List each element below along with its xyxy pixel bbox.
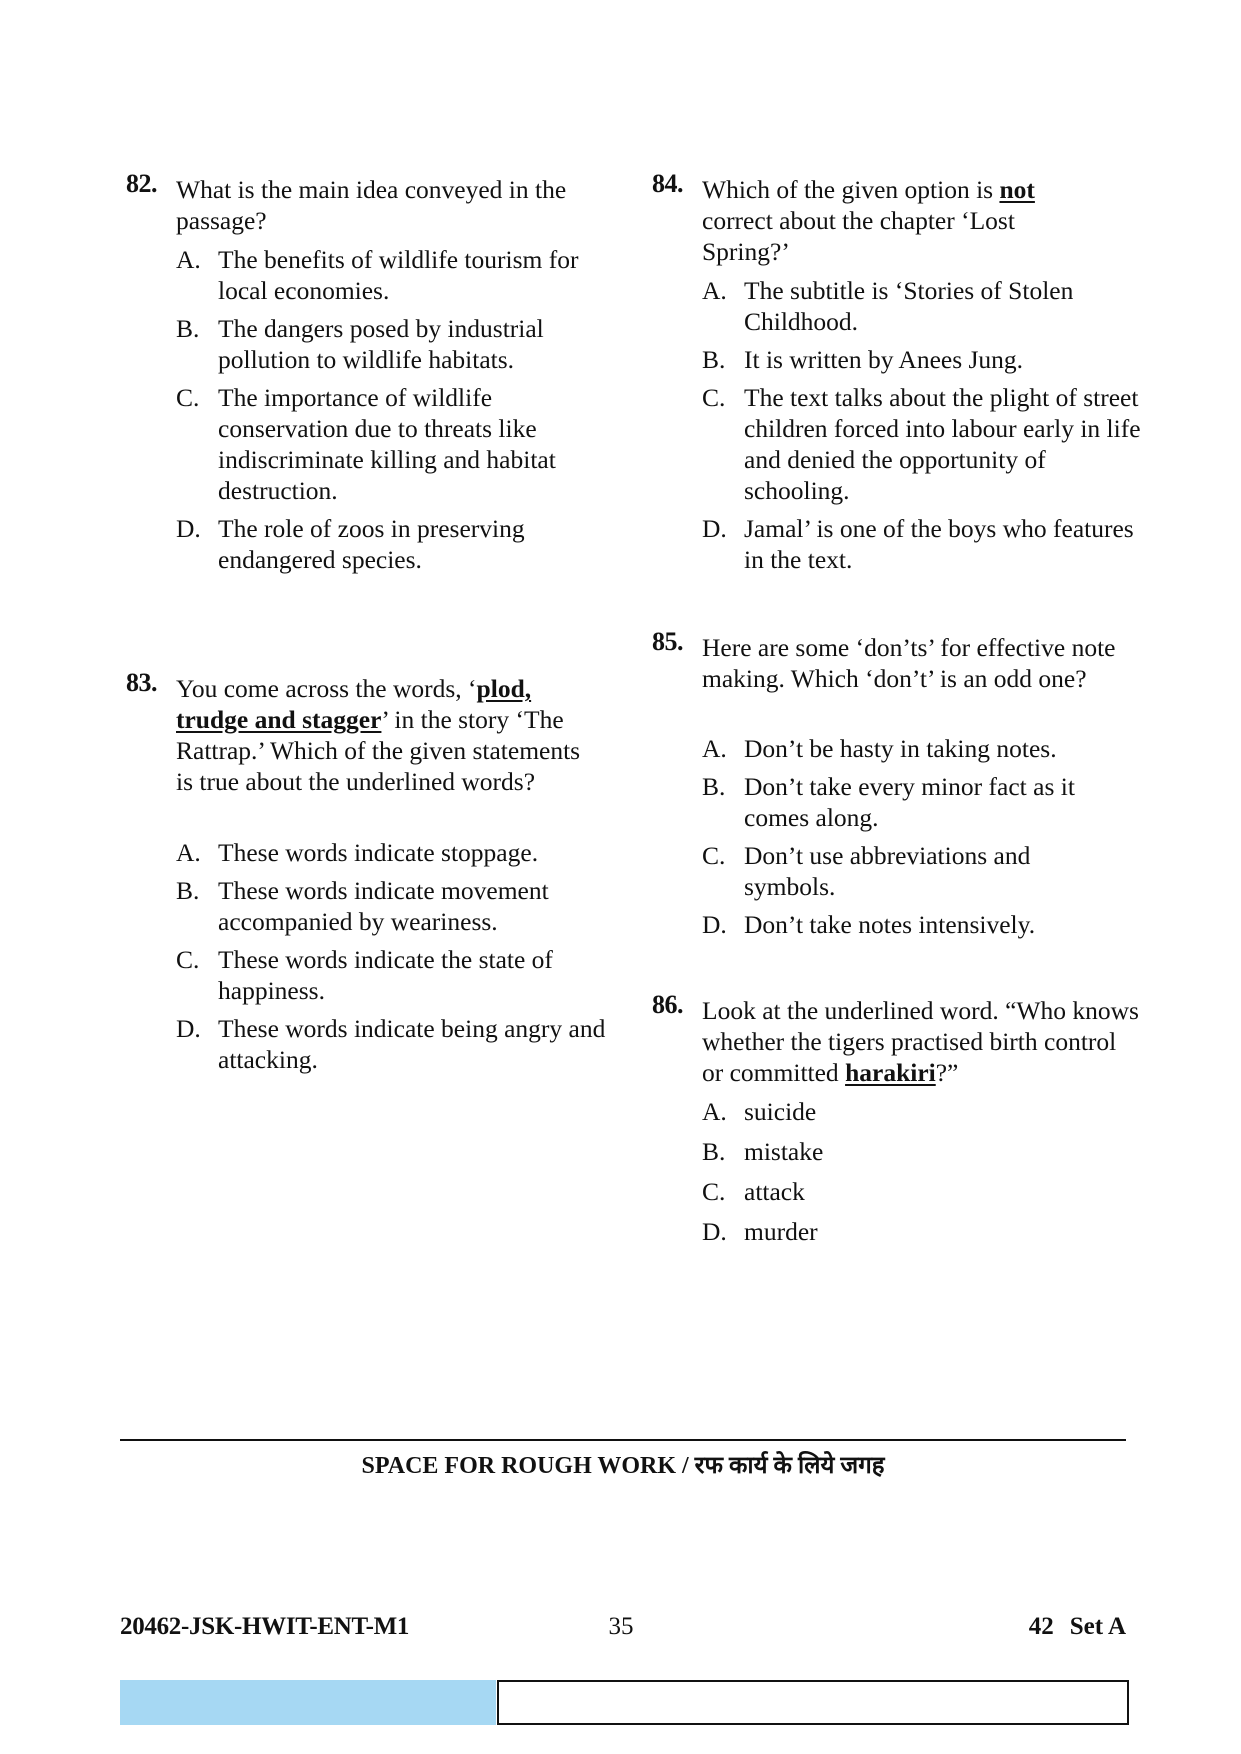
- question-number: 86.: [652, 990, 683, 1019]
- set-number: 42: [1028, 1613, 1054, 1640]
- option-c[interactable]: C. The text talks about the plight of street children forced into labour early in life and denied the opportunity of schooling.: [702, 383, 1141, 505]
- underlined-word: harakiri: [845, 1058, 936, 1087]
- option-a[interactable]: A. Don’t be hasty in taking notes.: [702, 734, 1057, 763]
- question-text: You come across the words, ‘plod, trudge and stagger’ in the story ‘The Rattrap.’ Which of the given statements is true about the underlined words?: [176, 674, 581, 796]
- option-b[interactable]: B. Don’t take every minor fact as it comes along.: [702, 772, 1075, 832]
- option-d[interactable]: D. These words indicate being angry and attacking.: [176, 1014, 606, 1074]
- set-label: Set A: [1069, 1613, 1126, 1640]
- footer-empty-box: [497, 1680, 1129, 1725]
- option-b[interactable]: B. The dangers posed by industrial pollution to wildlife habitats.: [176, 314, 544, 374]
- options-list: [702, 733, 1144, 947]
- question-text: What is the main idea conveyed in the passage?: [176, 175, 567, 235]
- question-text: Here are some ‘don’ts’ for effective note making. Which ‘don’t’ is an odd one?: [702, 633, 1116, 693]
- option-d[interactable]: D. Don’t take notes intensively.: [702, 910, 1036, 939]
- page-number: 35: [608, 1613, 634, 1640]
- option-d[interactable]: D. The role of zoos in preserving endangered species.: [176, 514, 525, 574]
- emphasized-word: not: [999, 175, 1035, 204]
- option-a[interactable]: A. The subtitle is ‘Stories of Stolen Childhood.: [702, 276, 1074, 336]
- option-a[interactable]: A. These words indicate stoppage.: [176, 838, 539, 867]
- question-number: 83.: [126, 668, 157, 697]
- question-number: 82.: [126, 169, 157, 198]
- option-c[interactable]: C. These words indicate the state of happiness.: [176, 945, 553, 1005]
- option-d[interactable]: D. Jamal’ is one of the boys who features in the text.: [702, 514, 1134, 574]
- options-list: [176, 244, 616, 582]
- option-c[interactable]: C. Don’t use abbreviations and symbols.: [702, 841, 1031, 901]
- question-text: Which of the given option is not correct about the chapter ‘Lost Spring?’: [702, 175, 1035, 266]
- rough-work-divider: [120, 1439, 1126, 1441]
- options-list: [702, 1096, 1142, 1256]
- set-info: [1029, 1613, 1126, 1641]
- options-list: [176, 837, 616, 1082]
- underlined-words: plod, trudge and stagger: [176, 674, 532, 734]
- option-b[interactable]: B. These words indicate movement accompanied by weariness.: [176, 876, 549, 936]
- question-number: 85.: [652, 627, 683, 656]
- footer-color-bar: [120, 1680, 496, 1725]
- paper-code: 20462-JSK-HWIT-ENT-M1: [120, 1613, 410, 1640]
- option-a[interactable]: A. The benefits of wildlife tourism for local economies.: [176, 245, 579, 305]
- option-c[interactable]: C. attack: [702, 1177, 805, 1206]
- options-list: [702, 275, 1142, 582]
- option-a[interactable]: A. suicide: [702, 1097, 817, 1126]
- option-b[interactable]: B. It is written by Anees Jung.: [702, 345, 1024, 374]
- option-c[interactable]: C. The importance of wildlife conservation due to threats like indiscriminate killing and habitat destruction.: [176, 383, 556, 505]
- question-number: 84.: [652, 169, 683, 198]
- option-b[interactable]: B. mistake: [702, 1137, 824, 1166]
- option-d[interactable]: D. murder: [702, 1217, 818, 1246]
- question-text: Look at the underlined word. “Who knows whether the tigers practised birth control or committed harakiri?”: [702, 996, 1139, 1087]
- rough-work-label: SPACE FOR ROUGH WORK / रफ कार्य के लिये जगह: [361, 1453, 885, 1479]
